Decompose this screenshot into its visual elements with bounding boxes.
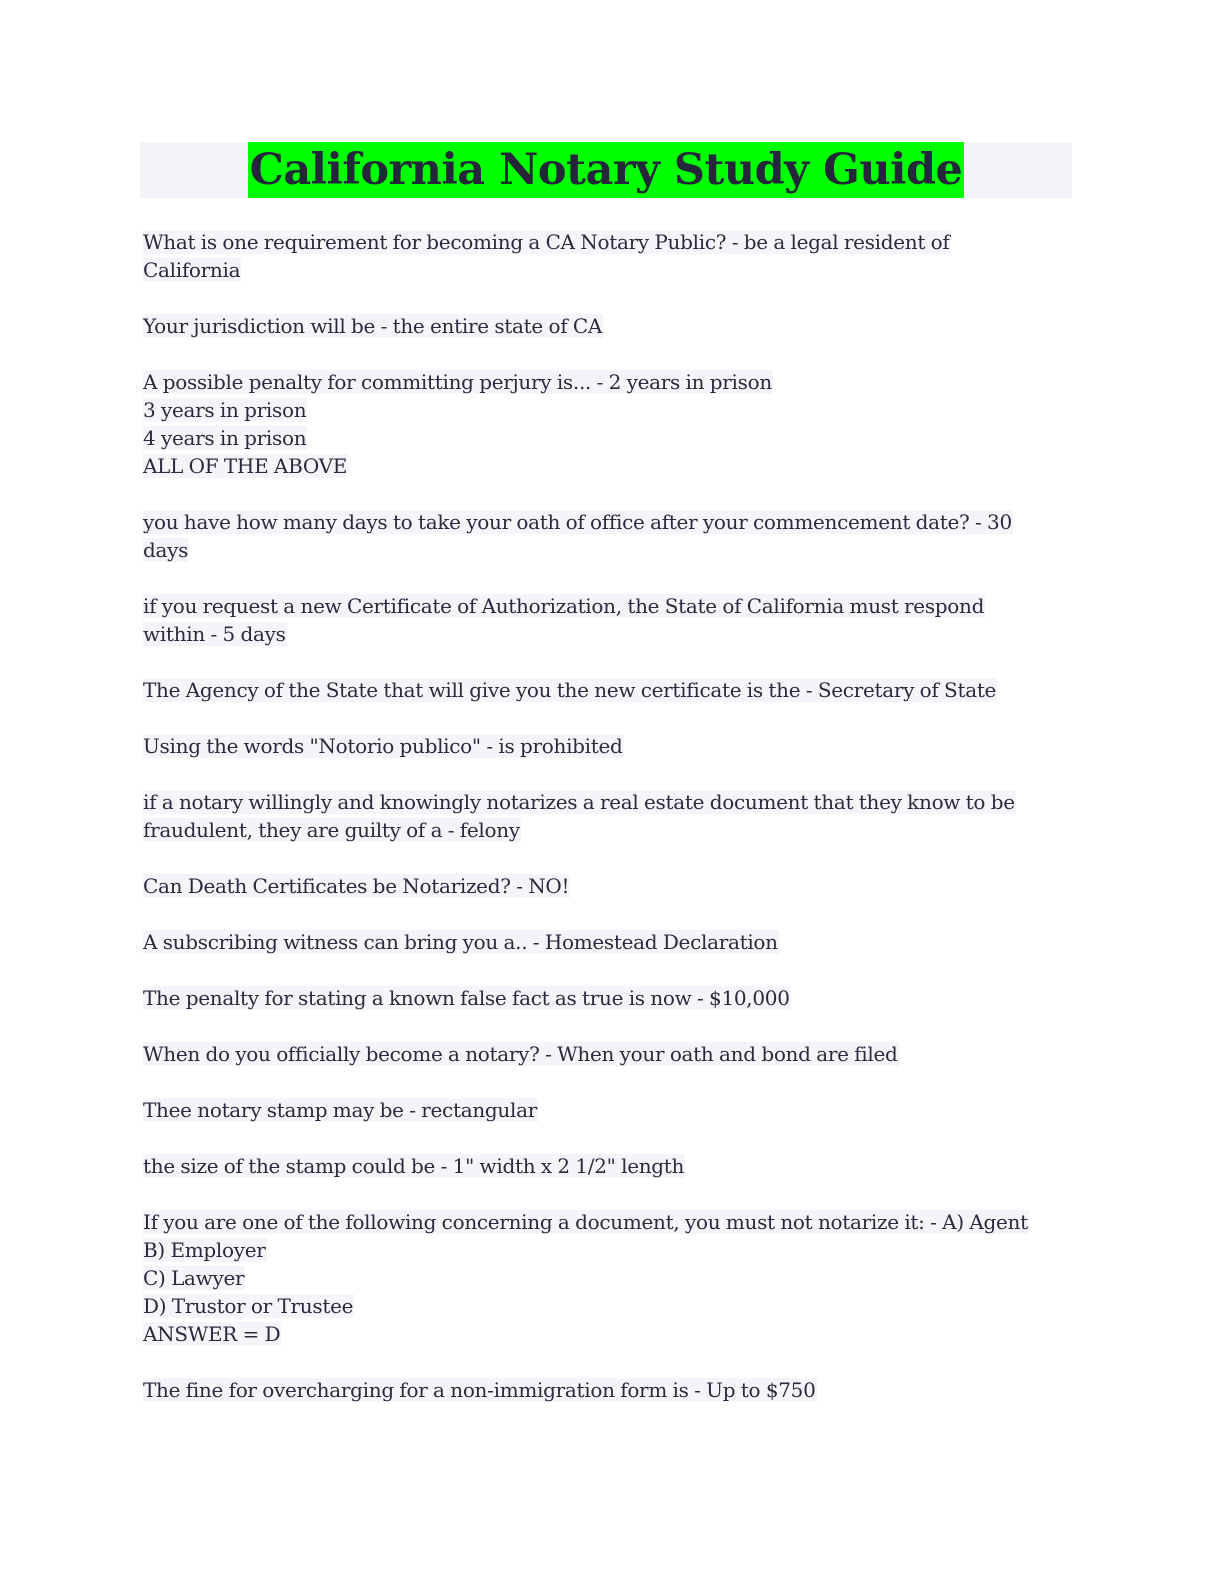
qa-item [143, 1152, 1072, 1180]
qa-line-text: if a notary willingly and knowingly notarizes a real estate document that they know to be [143, 790, 1015, 814]
qa-line [143, 1208, 1072, 1236]
qa-item [143, 732, 1072, 760]
qa-line-text: What is one requirement for becoming a CA Notary Public? - be a legal resident of [143, 230, 950, 254]
qa-item [143, 368, 1072, 480]
qa-line-text: if you request a new Certificate of Authorization, the State of California must respond [143, 594, 985, 618]
qa-line-text: C) Lawyer [143, 1266, 245, 1290]
qa-line [143, 1264, 1072, 1292]
qa-line-text: A subscribing witness can bring you a.. - Homestead Declaration [143, 930, 778, 954]
qa-line-text: days [143, 538, 189, 562]
qa-item [143, 788, 1072, 844]
qa-item [143, 928, 1072, 956]
qa-item [143, 1376, 1072, 1404]
qa-line [143, 788, 1072, 816]
qa-line [143, 1152, 1072, 1180]
qa-line-text: within - 5 days [143, 622, 286, 646]
qa-line-text: When do you officially become a notary? - When your oath and bond are filed [143, 1042, 898, 1066]
qa-line [143, 396, 1072, 424]
qa-line [143, 732, 1072, 760]
qa-line [143, 312, 1072, 340]
qa-line [143, 872, 1072, 900]
qa-item [143, 312, 1072, 340]
qa-line [143, 1236, 1072, 1264]
qa-line-text: 4 years in prison [143, 426, 307, 450]
qa-line [143, 536, 1072, 564]
qa-line [143, 676, 1072, 704]
qa-line [143, 592, 1072, 620]
qa-line-text: The penalty for stating a known false fact as true is now - $10,000 [143, 986, 790, 1010]
qa-line [143, 452, 1072, 480]
qa-line [143, 984, 1072, 1012]
qa-line-text: fraudulent, they are guilty of a - felony [143, 818, 520, 842]
qa-line-text: Your jurisdiction will be - the entire state of CA [143, 314, 603, 338]
qa-line [143, 256, 1072, 284]
qa-line [143, 1292, 1072, 1320]
document-page [140, 142, 1072, 1432]
qa-item [143, 1208, 1072, 1348]
qa-line-text: D) Trustor or Trustee [143, 1294, 354, 1318]
qa-line-text: California [143, 258, 241, 282]
qa-line-text: Can Death Certificates be Notarized? - NO! [143, 874, 570, 898]
document-title: California Notary Study Guide [248, 142, 965, 198]
qa-line [143, 1040, 1072, 1068]
qa-item [143, 508, 1072, 564]
qa-line-text: Using the words "Notorio publico" - is prohibited [143, 734, 623, 758]
qa-line [143, 1096, 1072, 1124]
qa-line-text: Thee notary stamp may be - rectangular [143, 1098, 537, 1122]
qa-line [143, 816, 1072, 844]
qa-line [143, 508, 1072, 536]
qa-item [143, 1040, 1072, 1068]
title-banner [140, 142, 1072, 198]
qa-line-text: ANSWER = D [143, 1322, 281, 1346]
qa-list [140, 228, 1072, 1404]
qa-line-text: The Agency of the State that will give you the new certificate is the - Secretary of State [143, 678, 997, 702]
qa-item [143, 1096, 1072, 1124]
qa-line-text: If you are one of the following concerning a document, you must not notarize it: - A) Agent [143, 1210, 1028, 1234]
qa-item [143, 228, 1072, 284]
qa-item [143, 984, 1072, 1012]
qa-item [143, 592, 1072, 648]
qa-line [143, 1376, 1072, 1404]
qa-line [143, 1320, 1072, 1348]
qa-line [143, 228, 1072, 256]
qa-line-text: the size of the stamp could be - 1" width x 2 1/2" length [143, 1154, 685, 1178]
qa-line-text: ALL OF THE ABOVE [143, 454, 348, 478]
qa-line-text: The fine for overcharging for a non-immigration form is - Up to $750 [143, 1378, 816, 1402]
qa-line [143, 368, 1072, 396]
qa-line-text: 3 years in prison [143, 398, 307, 422]
qa-line [143, 424, 1072, 452]
qa-line [143, 928, 1072, 956]
qa-item [143, 676, 1072, 704]
qa-line-text: you have how many days to take your oath of office after your commencement date? - 30 [143, 510, 1012, 534]
qa-line-text: A possible penalty for committing perjury is... - 2 years in prison [143, 370, 772, 394]
qa-item [143, 872, 1072, 900]
qa-line [143, 620, 1072, 648]
qa-line-text: B) Employer [143, 1238, 266, 1262]
